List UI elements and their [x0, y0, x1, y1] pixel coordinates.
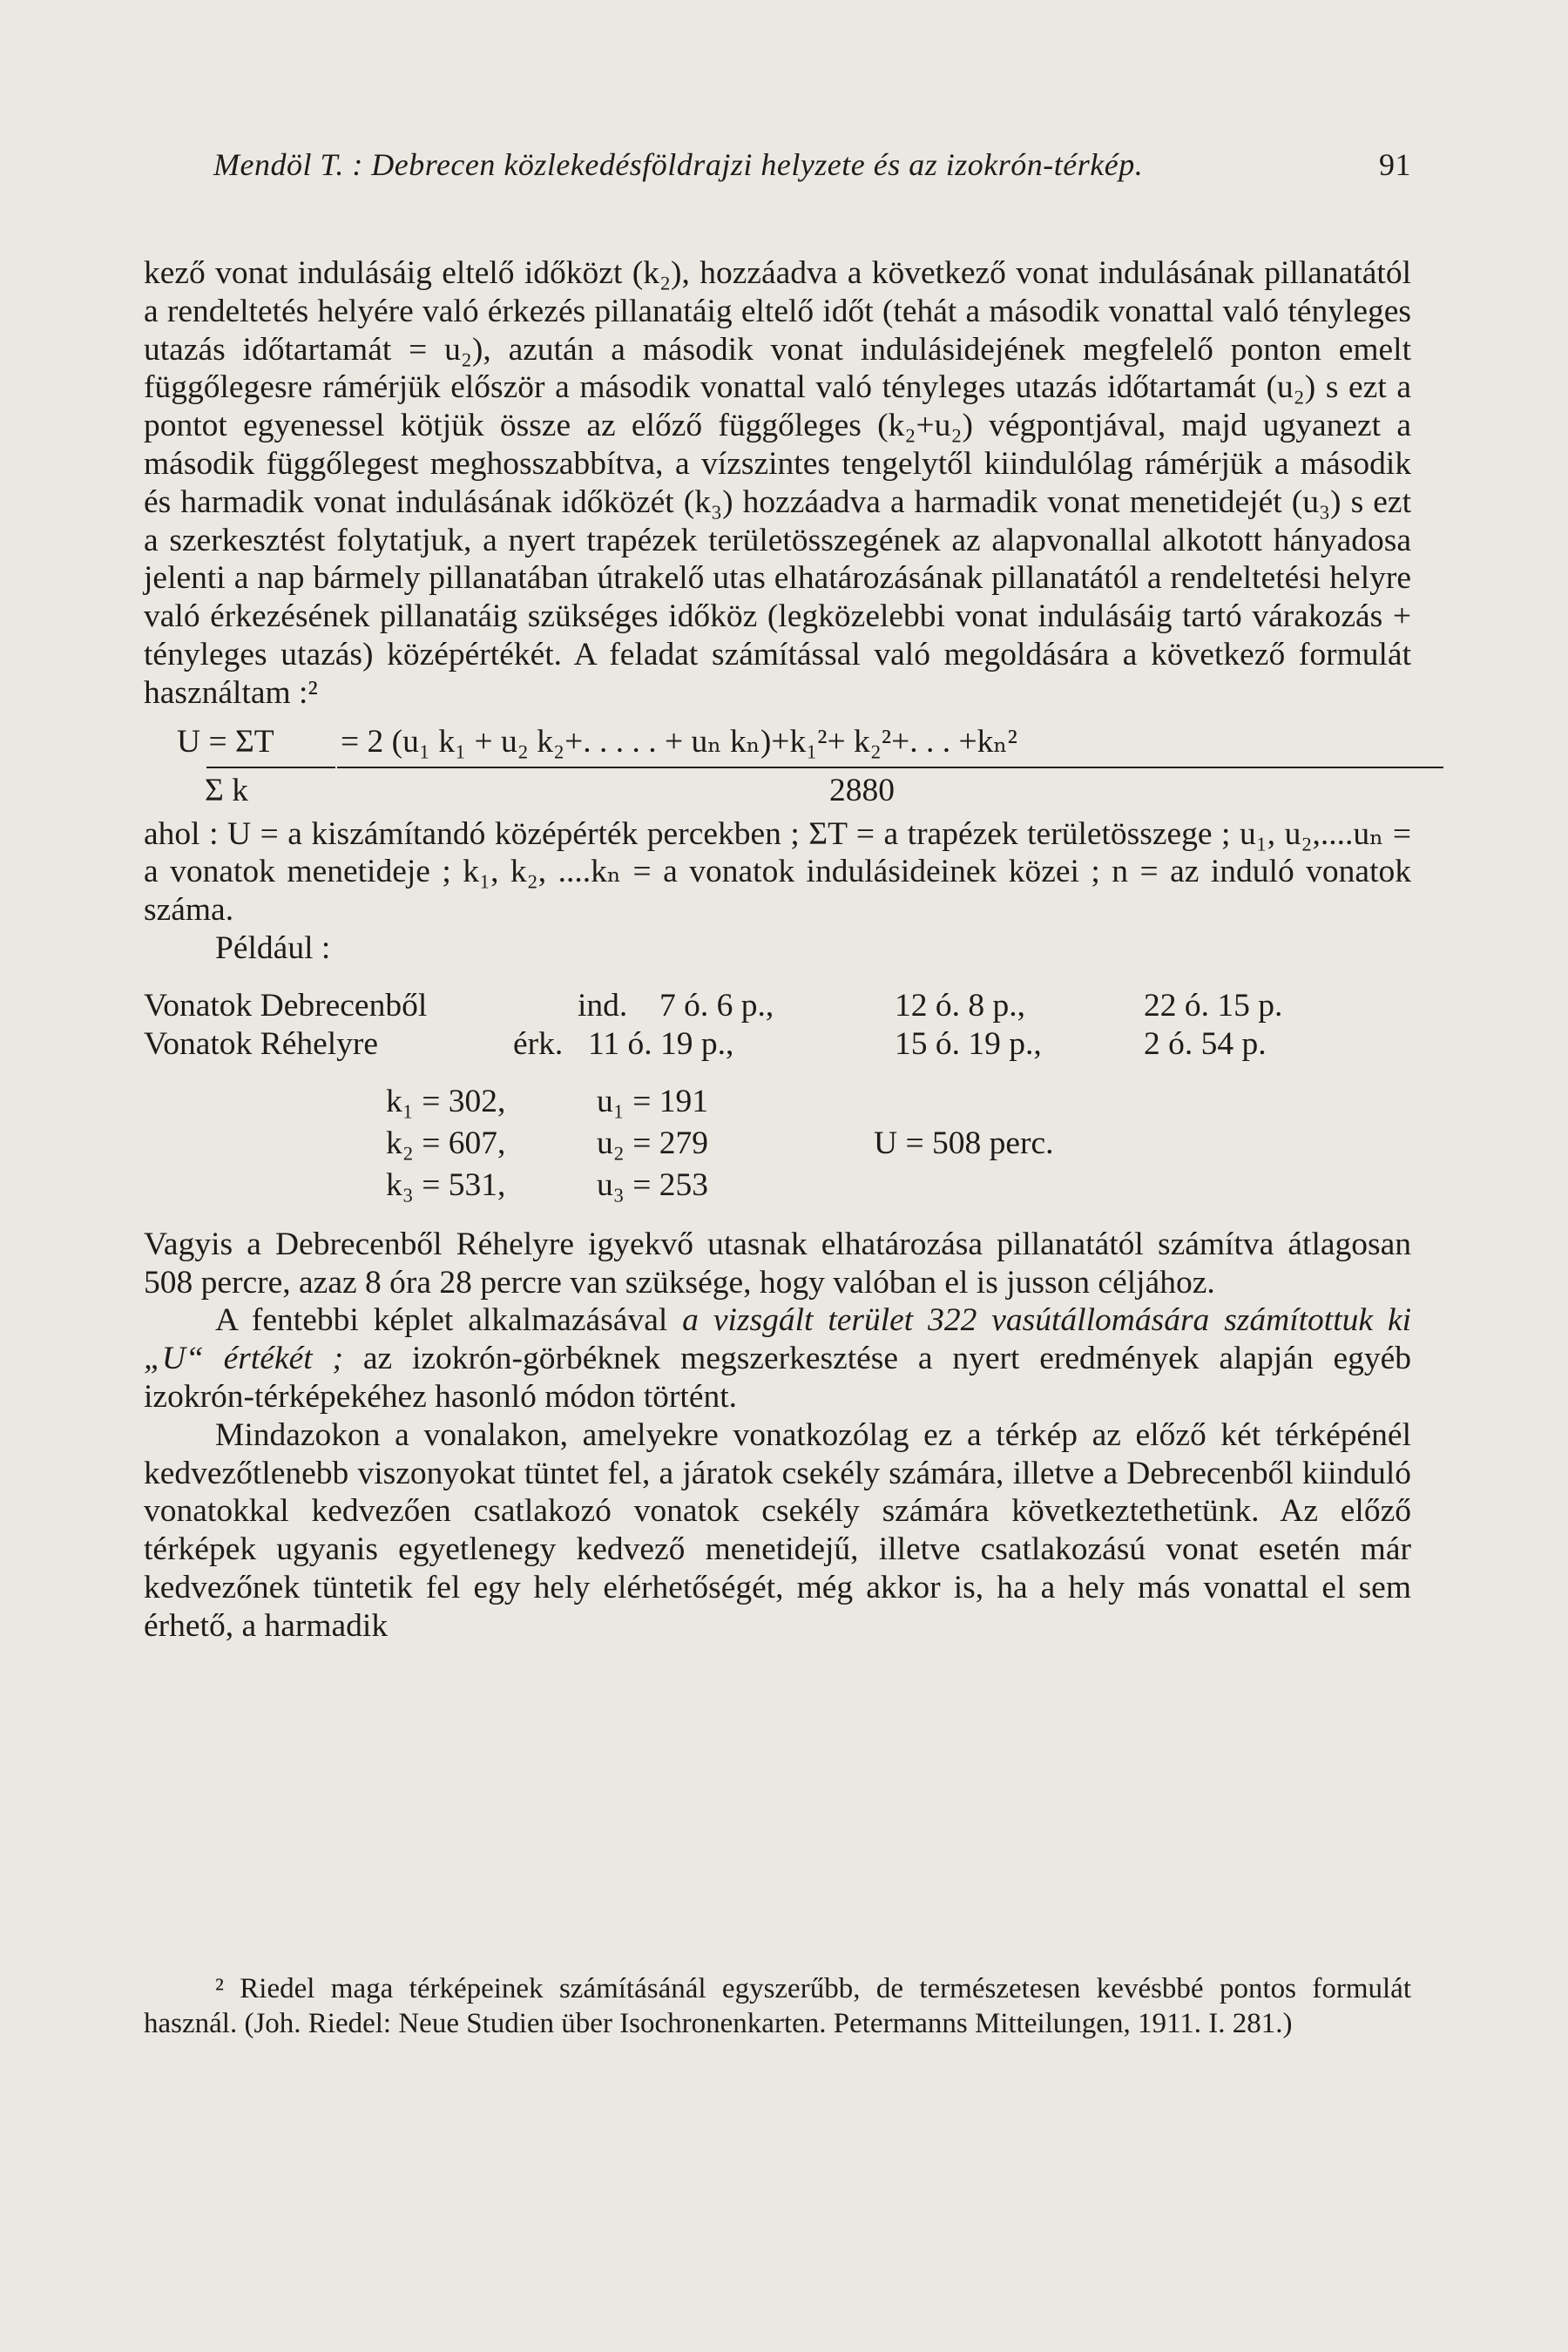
page-number: 91: [1379, 147, 1411, 182]
paragraph-1: kező vonat indulásáig eltelő időközt (k₂), hozzáadva a következő vonat indulásának pillanatától a rendeltetés helyére való érkezés pillanatáig eltelő időt (tehát a második vonattal való tényleges utazás időtartamát = u₂), azután a második vonat indulásidejének megfelelő ponton emelt függőlegesre rámérjük először a második vonattal való tényleges utazás időtartamát (u₂) s ezt a pontot egyenessel kötjük össze az előző függőleges (k₂+u₂) végpontjával, majd ugyanezt a második függőlegest meghosszabbítva, a vízszintes tengelytől kiindulólag rámérjük a második és harmadik vonat indulásának időközét (k₃) hozzáadva a harmadik vonat menetidejét (u₃) s ezt a szerkesztést folytatjuk, a nyert trapézek területösszegének az alapvonallal alkotott hányadosa jelenti a nap bármely pillanatában útrakelő utas elhatározásának pillanatától a rendeltetési helyre való érkezésének pillanatáig szükséges időköz (legközelebbi vonat indulásáig tartó várakozás + tényleges utazás) középértékét. A feladat számítással való megoldására a következő formulát használtam :²: [144, 255, 1411, 711]
value-u2: u₂ = 279: [597, 1125, 708, 1161]
train-time-3: 22 ó. 15 p.: [1144, 987, 1283, 1024]
running-title: Mendöl T. : Debrecen közlekedésföldrajzi helyzete és az izokrón-térkép.: [213, 147, 1144, 182]
footnote-text: ² Riedel maga térképeinek számításánál egyszerűbb, de természetesen kevésbbé pontos formulát használ. (Joh. Riedel: Neue Studien über Isochronenkarten. Petermanns Mitteilungen, 1911. I. 281.): [144, 1973, 1411, 2039]
train-time-1: 11 ó. 19 p.,: [588, 1025, 734, 1062]
fraction-bar-left: [206, 767, 335, 768]
formula-numerator: = 2 (u₁ k₁ + u₂ k₂+. . . . . + uₙ kₙ)+k₁²+ k₂²+. . . +kₙ²: [341, 723, 1017, 760]
train-label: Vonatok Réhelyre: [144, 1025, 379, 1062]
formula: [144, 723, 1411, 810]
value-k1: k₁ = 302,: [386, 1083, 506, 1119]
formula-denominator-left: Σ k: [205, 772, 248, 808]
train-time-3: 2 ó. 54 p.: [1144, 1025, 1267, 1062]
train-time-1: 7 ó. 6 p.,: [659, 987, 774, 1024]
computed-values: [144, 1083, 1411, 1206]
train-schedule: [144, 987, 1411, 1064]
paragraph-3-before: A fentebbi képlet alkalmazásával: [215, 1302, 683, 1339]
definitions: ahol : U = a kiszámítandó középérték percekben ; ΣT = a trapézek területösszege ; u₁, u₂,....uₙ = a vonatok menetideje ; k₁, k₂, ....kₙ = a vonatok indulásideinek közei ; n = az induló vonatok száma.: [144, 815, 1411, 929]
paragraph-3-italic: a vizsgált terület 322 vasútállomására számítottuk ki „U“ értékét ;: [144, 1302, 1412, 1377]
value-u1: u₁ = 191: [597, 1083, 708, 1119]
train-row: [144, 987, 1411, 1025]
train-time-2: 12 ó. 8 p.,: [895, 987, 1025, 1024]
formula-left: U = ΣT: [177, 723, 274, 760]
value-k3: k₃ = 531,: [386, 1166, 506, 1203]
value-u3: u₃ = 253: [597, 1166, 708, 1203]
formula-denominator-right: 2880: [829, 772, 895, 808]
train-time-2: 15 ó. 19 p.,: [895, 1025, 1042, 1062]
paragraph-2: Vagyis a Debrecenből Réhelyre igyekvő utasnak elhatározása pillanatától számítva átlagosan 508 percre, azaz 8 óra 28 percre van szüksége, hogy valóban el is jusson céljához.: [144, 1226, 1411, 1301]
train-kind: érk.: [513, 1025, 564, 1062]
paragraph-3-after: az izokrón-görbéknek megszerkesztése a nyert eredmények alapján egyéb izokrón-térképekéhez hasonló módon történt.: [144, 1341, 1411, 1415]
body-text: [144, 254, 1411, 1646]
running-header: [213, 146, 1411, 183]
paragraph-4: Mindazokon a vonalakon, amelyekre vonatkozólag ez a térkép az előző két térképénél kedvezőtlenebb viszonyokat tüntet fel, a járatok csekély számára, illetve a Debrecenből kiinduló vonatokkal kedvezően csatlakozó vonatok csekély számára következtethetünk. Az előző térképek ugyanis egyetlenegy kedvező menetidejű, illetve csatlakozású vonat esetén már kedvezőnek tüntetik fel egy hely elérhetőségét, még akkor is, ha a hely más vonattal el sem érhető, a harmadik: [144, 1416, 1411, 1644]
footnote: [144, 1972, 1411, 2041]
train-kind: ind.: [578, 987, 628, 1024]
value-k2: k₂ = 607,: [386, 1125, 506, 1161]
fraction-bar-right: [337, 767, 1443, 768]
paragraph-3: [144, 1301, 1411, 1416]
train-row: [144, 1025, 1411, 1064]
example-label: Például :: [215, 929, 331, 966]
value-result: U = 508 perc.: [874, 1125, 1054, 1161]
train-label: Vonatok Debrecenből: [144, 987, 428, 1024]
